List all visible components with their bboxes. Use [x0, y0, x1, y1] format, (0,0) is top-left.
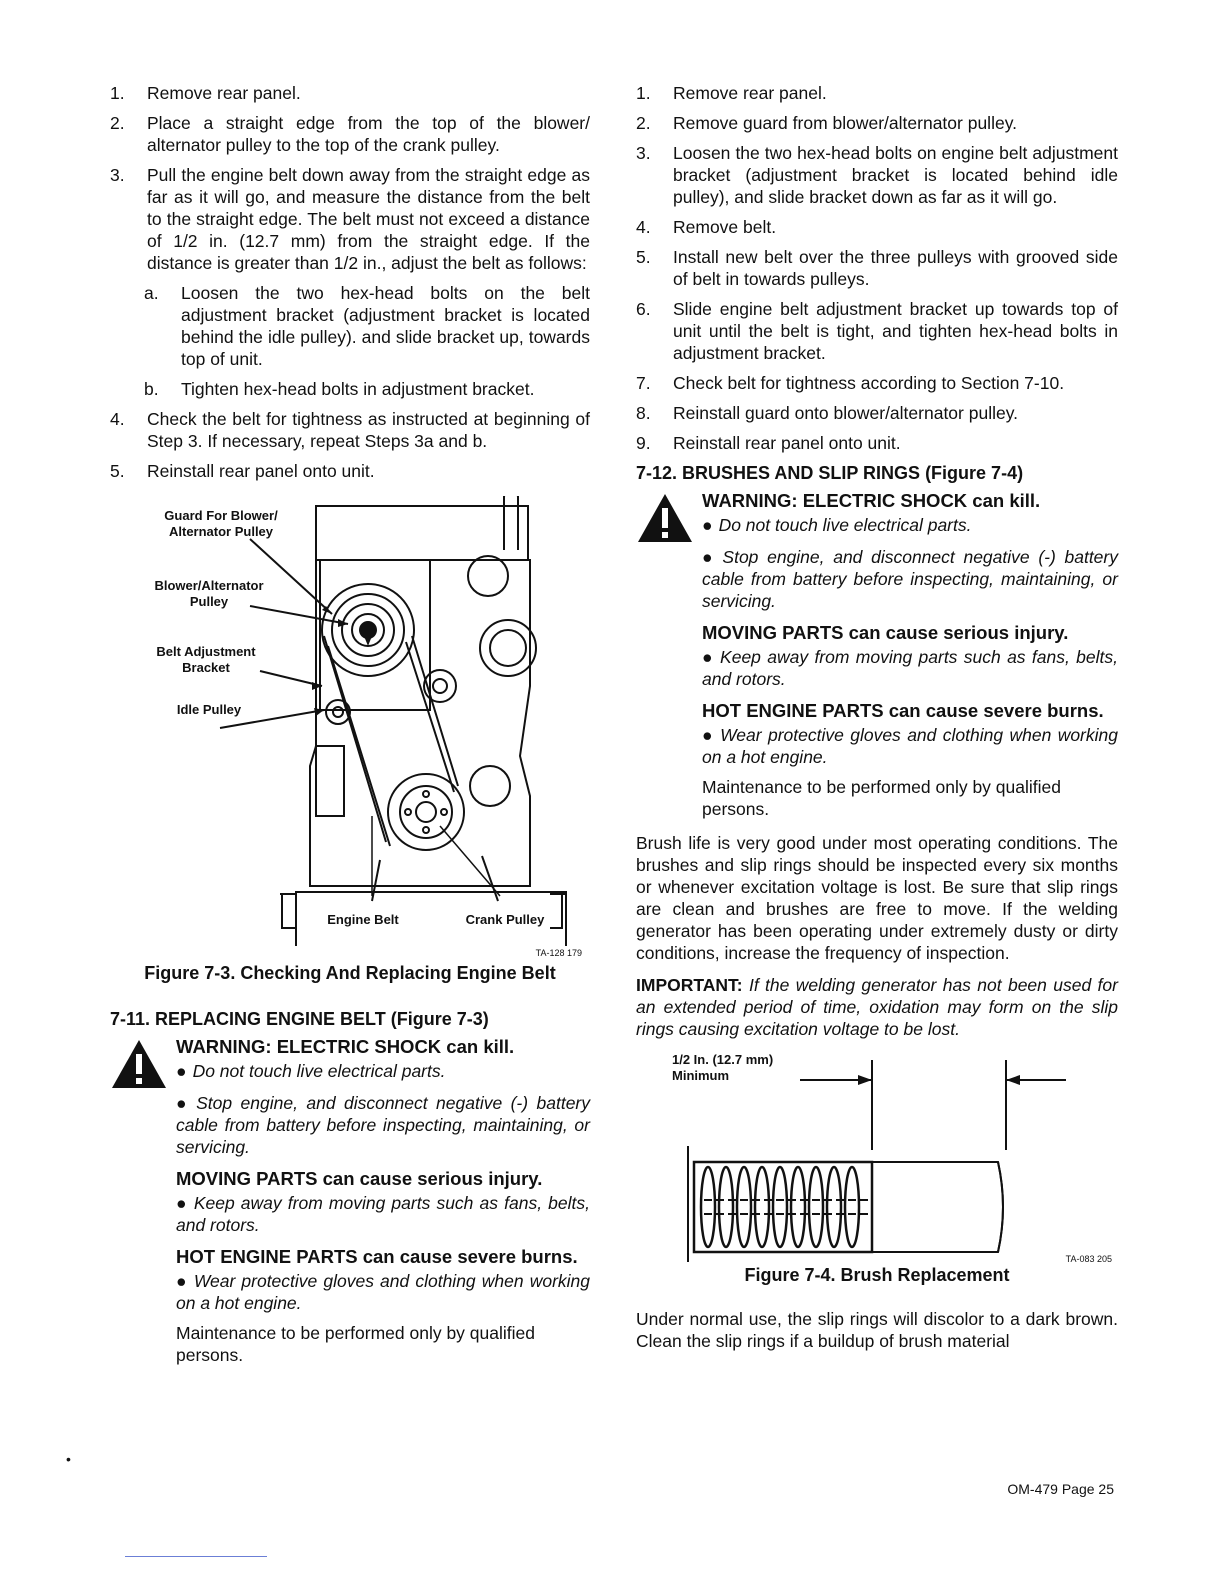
warning-hot-title: HOT ENGINE PARTS can cause severe burns. [702, 700, 1104, 721]
label-engine-belt: Engine Belt [327, 912, 399, 927]
step-9: 9. Reinstall rear panel onto unit. [636, 433, 901, 453]
warning-electric-bullet-1: ● Do not touch live electrical parts. [176, 1061, 446, 1081]
warning-hot-bullet: ● Wear protective gloves and clothing when working on a hot engine. [702, 725, 1118, 767]
step-8: 8. Reinstall guard onto blower/alternator pulley. [636, 403, 1019, 423]
margin-dot: • [66, 1451, 71, 1467]
warning-electric-bullet-1: ● Do not touch live electrical parts. [702, 515, 972, 535]
step-2: 2. Remove guard from blower/alternator pulley. [636, 113, 1018, 133]
warning-moving-title: MOVING PARTS can cause serious injury. [702, 622, 1069, 643]
warning-block-left [110, 1036, 590, 1366]
warning-block-right [636, 490, 1118, 820]
figure-caption: Figure 7-4. Brush Replacement [744, 1265, 1010, 1285]
step-1: 1. Remove rear panel. [110, 83, 301, 103]
step-5: 5. Install new belt over the three pulleys with grooved side of belt in towards pulleys. [636, 247, 1118, 289]
label-blower-pulley: Blower/Alternator Pulley [154, 578, 264, 609]
warning-moving-title: MOVING PARTS can cause serious injury. [176, 1168, 543, 1189]
bullet-dot: ● [702, 547, 717, 567]
section-heading-7-12: 7-12. BRUSHES AND SLIP RINGS (Figure 7-4) [636, 463, 1024, 483]
step-3: 3. Loosen the two hex-head bolts on engine belt adjustment bracket (adjustment bracket is located behind idle pulley), and slide bracket down as far as it will go. [636, 143, 1118, 207]
step-6: 6. Slide engine belt adjustment bracket up towards top of unit until the belt is tight, and tighten hex-head bolts in adjustment bracket. [636, 299, 1118, 363]
figure-7-3 [110, 496, 590, 966]
step-2: 2. Place a straight edge from the top of the blower/ alternator pulley to the top of the crank pulley. [110, 113, 590, 155]
bullet-dot: ● [702, 725, 715, 745]
warning-moving-bullet: ● Keep away from moving parts such as fans, belts, and rotors. [702, 647, 1118, 689]
warning-electric-title: WARNING: ELECTRIC SHOCK can kill. [176, 1036, 515, 1057]
warning-electric-bullet-2: ● Stop engine, and disconnect negative (-) battery cable from battery before inspecting, maintaining, or servicing. [176, 1093, 590, 1157]
step-3: 3. Pull the engine belt down away from the straight edge as far as it will go, and measure the distance from the belt to the straight edge. The belt must not exceed a distance of 1/2 in. (12.7 mm) from the straight edge. If the distance is greater than 1/2 in., adjust the belt as follows: [110, 165, 590, 273]
warning-maintenance: Maintenance to be performed only by qualified persons. [702, 777, 1061, 819]
label-belt-bracket: Belt Adjustment Bracket [156, 644, 256, 675]
left-column [110, 82, 590, 1376]
step-1: 1. Remove rear panel. [636, 83, 827, 103]
substep-b: b. Tighten hex-head bolts in adjustment bracket. [144, 379, 535, 399]
bullet-dot: ● [702, 515, 713, 535]
engine-belt-diagram [110, 496, 590, 946]
warning-hot-bullet: ● Wear protective gloves and clothing when working on a hot engine. [176, 1271, 590, 1313]
warning-triangle-icon [636, 492, 694, 544]
important-note: IMPORTANT: If the welding generator has not been used for an extended period of time, oxidation may form on the slip rings causing excitation voltage to be lost. [636, 975, 1118, 1039]
slip-ring-paragraph: Under normal use, the slip rings will discolor to a dark brown. Clean the slip rings if a buildup of brush material [636, 1309, 1118, 1351]
step-7: 7. Check belt for tightness according to Section 7-10. [636, 373, 1065, 393]
step-4: 4. Check the belt for tightness as instructed at beginning of Step 3. If necessary, repeat Steps 3a and b. [110, 409, 590, 451]
warning-moving-bullet: ● Keep away from moving parts such as fans, belts, and rotors. [176, 1193, 590, 1235]
bullet-dot: ● [702, 647, 715, 667]
brush-life-paragraph: Brush life is very good under most operating conditions. The brushes and slip rings should be inspected every six months or whenever excitation voltage is lost. Be sure that slip rings are clean and brushes are free to move. If the welding generator has been operating under extremely dusty or dirty conditions, increase the frequency of inspection. [636, 833, 1118, 963]
ta-ref: TA-083 205 [1065, 1254, 1112, 1264]
warning-maintenance: Maintenance to be performed only by qualified persons. [176, 1323, 535, 1365]
label-guard: Guard For Blower/ Alternator Pulley [164, 508, 278, 539]
bullet-dot: ● [176, 1093, 191, 1113]
warning-triangle-icon [110, 1038, 168, 1090]
bottom-rule [125, 1556, 267, 1557]
warning-electric-bullet-2: ● Stop engine, and disconnect negative (-) battery cable from battery before inspecting, maintaining, or servicing. [702, 547, 1118, 611]
ta-ref: TA-128 179 [535, 948, 582, 958]
section-heading-7-11: 7-11. REPLACING ENGINE BELT (Figure 7-3) [110, 1009, 489, 1029]
label-crank-pulley: Crank Pulley [465, 912, 545, 927]
bullet-dot: ● [176, 1061, 187, 1081]
step-4: 4. Remove belt. [636, 217, 777, 237]
label-minimum: 1/2 In. (12.7 mm) Minimum [672, 1052, 774, 1083]
step-5: 5. Reinstall rear panel onto unit. [110, 461, 375, 481]
page-number: OM-479 Page 25 [1007, 1481, 1114, 1497]
figure-caption: Figure 7-3. Checking And Replacing Engine Belt [144, 963, 556, 983]
substep-a: a. Loosen the two hex-head bolts on the belt adjustment bracket (adjustment bracket is located behind the idle pulley). and slide bracket up, towards top of unit. [144, 283, 590, 369]
bullet-dot: ● [176, 1193, 188, 1213]
warning-electric-title: WARNING: ELECTRIC SHOCK can kill. [702, 490, 1041, 511]
warning-hot-title: HOT ENGINE PARTS can cause severe burns. [176, 1246, 578, 1267]
right-column [636, 82, 1118, 1362]
label-idle-pulley: Idle Pulley [176, 702, 242, 717]
figure-7-4 [636, 1050, 1118, 1272]
bullet-dot: ● [176, 1271, 188, 1291]
